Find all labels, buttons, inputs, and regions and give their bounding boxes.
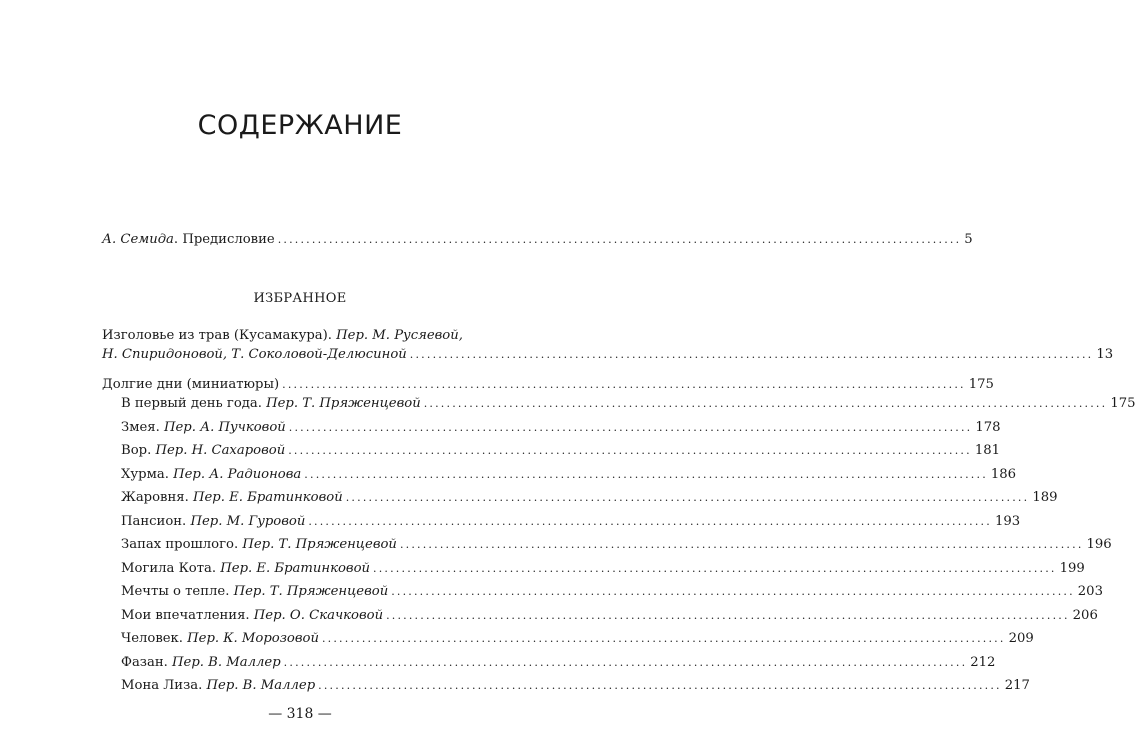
- toc-subentry-title: В первый день года.: [121, 396, 267, 411]
- toc-subentry-title: Змея.: [121, 419, 164, 435]
- toc-subentry-label: [121, 442, 285, 460]
- toc-entry-kusamakura-line1: [102, 327, 463, 345]
- dot-leader: ........................................................................................................................: [318, 679, 1002, 692]
- toc-subentry-translator: Пер. О. Скачковой: [253, 607, 384, 623]
- toc-subentry-translator: Пер. К. Морозовой: [187, 631, 319, 646]
- toc-subentry: [121, 513, 1021, 531]
- toc-subentry: [121, 536, 1112, 554]
- kusamakura-title: Изголовье из трав (Кусамакура).: [102, 328, 337, 343]
- toc-page-number: 189: [1032, 490, 1058, 505]
- toc-entry-label: [102, 231, 275, 249]
- dot-leader: ........................................................................................................................: [386, 608, 1070, 622]
- toc-subentry: [121, 560, 1085, 578]
- toc-subentry-label: [121, 677, 315, 695]
- toc-page-number: 193: [994, 513, 1021, 529]
- dot-leader: ........................................................................................................................: [308, 514, 992, 528]
- toc-subentry-title: Хурма.: [121, 466, 174, 482]
- toc-entry-kusamakura-line2: [102, 346, 1114, 364]
- toc-subentry-label: [121, 513, 305, 531]
- toc-subentry-label: [121, 489, 343, 507]
- dot-leader: ........................................................................................................................: [423, 397, 1108, 410]
- dot-leader: ........................................................................................................................: [409, 348, 1094, 361]
- toc-subentry-translator: Пер. Е. Братинковой: [192, 490, 343, 505]
- toc-subentry-title: Жаровня.: [121, 490, 193, 505]
- dot-leader: ........................................................................................................................: [391, 585, 1075, 598]
- toc-subentry-title: Могила Кота.: [121, 560, 221, 576]
- toc-subentry-title: Пансион.: [121, 513, 191, 529]
- toc-subentry-label: [121, 630, 319, 648]
- toc-page-number: 175: [1110, 396, 1135, 411]
- toc-page-number: 209: [1008, 631, 1034, 646]
- toc-subentry-translator: Пер. А. Пучковой: [163, 419, 286, 435]
- toc-subentry-translator: Пер. А. Радионова: [173, 466, 302, 482]
- dot-leader: ........................................................................................................................: [288, 420, 973, 434]
- toc-page-number: 181: [974, 443, 1000, 458]
- toc-page-number: 186: [990, 466, 1017, 482]
- toc-subentry-title: Запах прошлого.: [121, 537, 243, 552]
- toc-subentry: [121, 395, 1135, 413]
- preface-text: Предисловие: [182, 232, 275, 247]
- toc-subentry: [121, 583, 1103, 601]
- toc-subentry: [121, 489, 1058, 507]
- toc-subentry-title: Фазан.: [121, 654, 173, 670]
- toc-subentry-title: Мои впечатления.: [121, 607, 254, 623]
- toc-subentry-label: [121, 607, 383, 625]
- toc-subentry-title: Мечты о тепле.: [121, 584, 234, 599]
- toc-subentry-translator: Пер. Т. Пряженцевой: [266, 396, 421, 411]
- toc-subentry-translator: Пер. Т. Пряженцевой: [233, 584, 389, 599]
- kusamakura-translator-2: Н. Спиридоновой, Т. Соколовой-Делюсиной: [102, 347, 407, 362]
- toc-page-number: 13: [1096, 347, 1114, 362]
- toc-subentry-translator: Пер. Е. Братинковой: [220, 560, 371, 576]
- toc-subentry-label: [121, 419, 286, 437]
- toc-subentry-translator: Пер. В. Маллер: [172, 654, 281, 670]
- toc-entry-dolgie-dni: [102, 376, 994, 394]
- toc-subentry-translator: Пер. М. Гуровой: [190, 513, 306, 529]
- toc-subentry-translator: Пер. Т. Пряженцевой: [242, 537, 397, 552]
- toc-subentry: [121, 466, 1017, 484]
- dot-leader: ........................................................................................................................: [373, 561, 1057, 575]
- section-heading: ИЗБРАННОЕ: [253, 291, 347, 306]
- toc-page-number: 196: [1086, 537, 1112, 552]
- toc-subentry: [121, 419, 1001, 437]
- toc-subentry-translator: Пер. Н. Сахаровой: [155, 443, 286, 458]
- toc-subentry-title: Человек.: [121, 631, 188, 646]
- dot-leader: ........................................................................................................................: [282, 378, 966, 391]
- preface-sep: .: [173, 232, 183, 247]
- toc-subentry-title: Вор.: [121, 443, 156, 458]
- dot-leader: ........................................................................................................................: [321, 632, 1006, 645]
- toc-subentry: [121, 607, 1098, 625]
- toc-page-number: 178: [975, 419, 1001, 435]
- toc-subentry-label: [121, 560, 370, 578]
- toc-subentry-title: Мона Лиза.: [121, 678, 207, 693]
- toc-page-number: 199: [1059, 560, 1085, 576]
- preface-author: А. Семида: [102, 232, 174, 247]
- dot-leader: ........................................................................................................................: [283, 655, 968, 669]
- toc-subentry: [121, 654, 996, 672]
- toc-subentry-label: [121, 654, 281, 672]
- toc-subentry: [121, 630, 1034, 648]
- toc-entry-label: Долгие дни (миниатюры): [102, 377, 280, 392]
- dot-leader: ........................................................................................................................: [288, 444, 972, 457]
- page-folio: — 318 —: [268, 706, 332, 722]
- toc-subentry-label: [121, 395, 421, 413]
- toc-page-number: 5: [964, 232, 973, 247]
- toc-subentry: [121, 442, 1000, 460]
- toc-page-number: 212: [970, 654, 996, 670]
- dot-leader: ........................................................................................................................: [277, 233, 962, 246]
- dot-leader: ........................................................................................................................: [304, 467, 988, 481]
- toc-subentry-translator: Пер. В. Маллер: [206, 678, 316, 693]
- dot-leader: ........................................................................................................................: [399, 538, 1084, 551]
- toc-page-number: 175: [968, 377, 994, 392]
- page-title: СОДЕРЖАНИЕ: [197, 110, 403, 141]
- toc-page-number: 206: [1072, 607, 1098, 623]
- toc-page-number: 203: [1077, 584, 1103, 599]
- dot-leader: ........................................................................................................................: [345, 491, 1030, 504]
- kusamakura-translator-1: Пер. М. Русяевой,: [336, 328, 463, 343]
- toc-subentry-label: [121, 536, 397, 554]
- toc-entry-preface: [102, 231, 973, 249]
- toc-subentry-label: [121, 466, 301, 484]
- toc-subentry: [121, 677, 1030, 695]
- toc-subentry-label: [121, 583, 388, 601]
- toc-page-number: 217: [1004, 678, 1030, 693]
